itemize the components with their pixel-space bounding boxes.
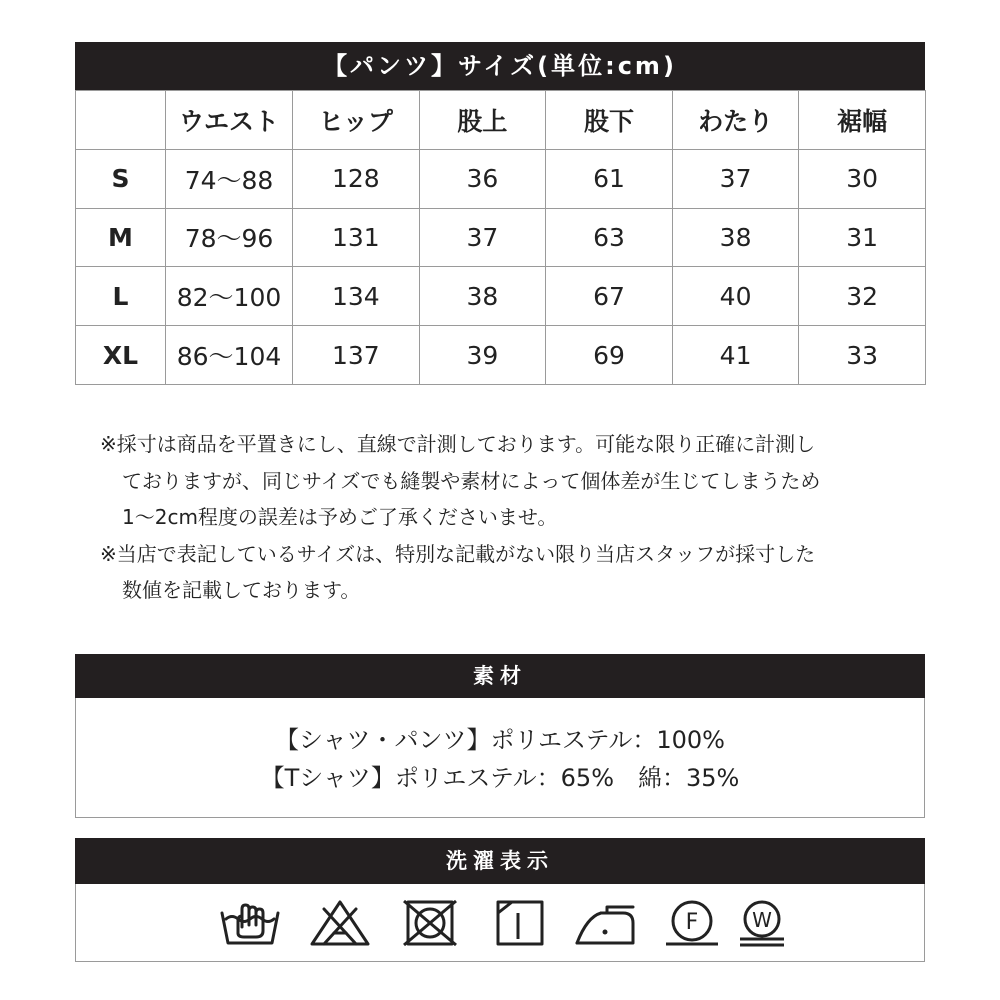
table-cell: 131 — [293, 208, 420, 267]
table-cell: 33 — [799, 326, 926, 385]
size-label: M — [76, 208, 166, 267]
line-dry-shade-icon — [488, 899, 552, 947]
iron-low-icon — [573, 899, 637, 947]
table-cell: 78〜96 — [166, 208, 293, 267]
column-header-inseam: 股下 — [546, 91, 673, 150]
table-cell: 39 — [419, 326, 546, 385]
dry-clean-letter: F — [685, 910, 699, 935]
care-symbols-box — [75, 884, 925, 962]
table-cell: 30 — [799, 149, 926, 208]
table-cell: 32 — [799, 267, 926, 326]
table-cell: 82〜100 — [166, 267, 293, 326]
table-cell: 38 — [672, 208, 799, 267]
note-line: 数値を記載しております。 — [122, 578, 361, 602]
material-line: 【シャツ・パンツ】ポリエステル：100% — [275, 726, 725, 754]
table-cell: 74〜88 — [166, 149, 293, 208]
material-header: 素材 — [75, 654, 925, 698]
table-cell: 67 — [546, 267, 673, 326]
table-cell: 128 — [293, 149, 420, 208]
hand-wash-icon — [218, 899, 282, 947]
no-tumble-dry-icon — [398, 899, 462, 947]
wet-clean-w-icon — [730, 899, 794, 947]
note-line: ※当店で表記しているサイズは、特別な記載がない限り当店スタッフが採寸した — [100, 541, 816, 566]
note-line: ※採寸は商品を平置きにし、直線で計測しております。可能な限り正確に計測し — [100, 432, 816, 456]
table-cell: 61 — [546, 149, 673, 208]
table-row — [76, 326, 926, 385]
column-header-hem-width: 裾幅 — [799, 91, 926, 150]
size-label: XL — [76, 326, 166, 385]
table-cell: 38 — [419, 267, 546, 326]
table-row — [76, 208, 926, 267]
table-header-row — [76, 91, 926, 150]
table-cell: 69 — [546, 326, 673, 385]
table-cell: 86〜104 — [166, 326, 293, 385]
table-cell: 31 — [799, 208, 926, 267]
column-header-rise: 股上 — [419, 91, 546, 150]
table-cell: 36 — [419, 149, 546, 208]
table-row — [76, 149, 926, 208]
table-cell: 137 — [293, 326, 420, 385]
care-label-header: 洗濯表示 — [75, 838, 925, 884]
table-cell: 41 — [672, 326, 799, 385]
wet-clean-letter: W — [752, 908, 772, 932]
table-cell: 134 — [293, 267, 420, 326]
note-line: ておりますが、同じサイズでも縫製や素材によって個体差が生じてしまうため — [122, 468, 821, 493]
material-box — [75, 698, 925, 818]
measurement-notes — [100, 426, 920, 609]
table-corner-cell — [76, 91, 166, 150]
column-header-thigh: わたり — [672, 91, 799, 150]
table-cell: 40 — [672, 267, 799, 326]
column-header-hip: ヒップ — [293, 91, 420, 150]
material-line: 【Tシャツ】ポリエステル：65% 綿：35% — [260, 764, 740, 792]
size-label: S — [76, 149, 166, 208]
no-bleach-icon — [308, 899, 372, 947]
size-table — [75, 90, 926, 385]
table-row — [76, 267, 926, 326]
size-label: L — [76, 267, 166, 326]
table-cell: 37 — [672, 149, 799, 208]
note-line: 1〜2cm程度の誤差は予めご了承くださいませ。 — [122, 505, 558, 529]
size-table-header: 【パンツ】サイズ(単位:cm) — [75, 42, 925, 90]
column-header-waist: ウエスト — [166, 91, 293, 150]
dry-clean-f-icon — [660, 899, 724, 947]
table-cell: 63 — [546, 208, 673, 267]
table-cell: 37 — [419, 208, 546, 267]
